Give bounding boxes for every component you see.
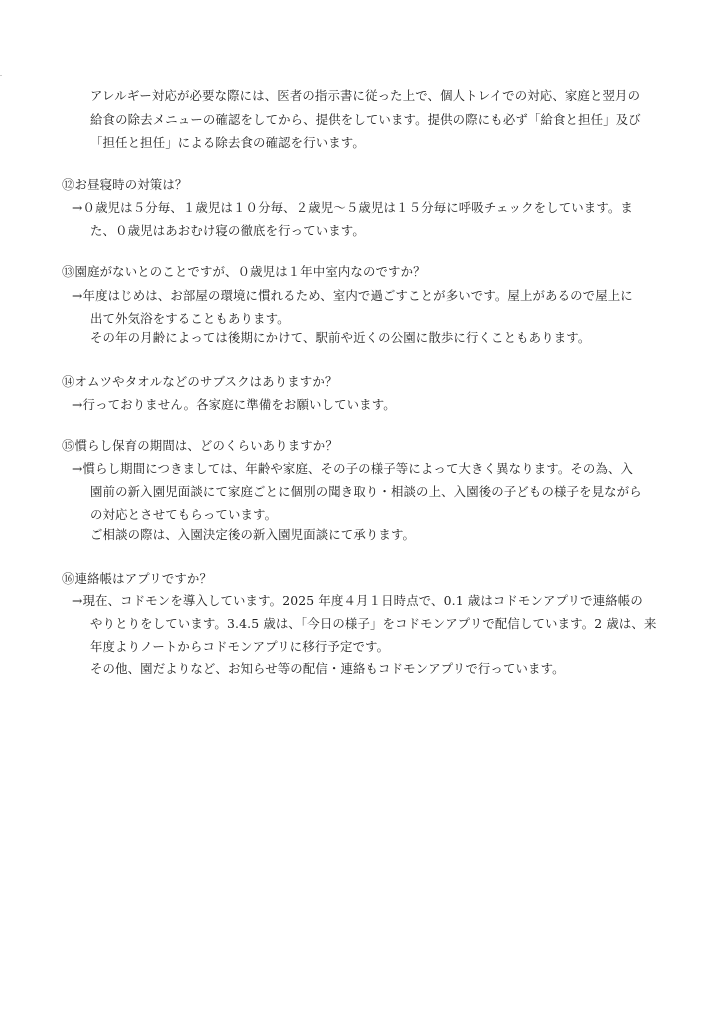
question-13: ⑬園庭がないとのことですが、０歳児は１年中室内なのですか？ [62,264,426,279]
answer-12-line-2: た、０歳児はあおむけ寝の徹底を行っています。 [90,223,365,238]
scan-edge-mark [0,75,2,76]
answer-16-line-3: 年度よりノートからコドモンアプリに移行予定です。 [90,639,390,654]
intro-line-2: 給食の除去メニューの確認をしてから、提供をしています。提供の際にも必ず「給食と担任」及び [90,112,641,127]
question-15: ⑮慣らし保育の期間は、どのくらいありますか？ [62,438,338,453]
answer-12-line-1: →０歳児は５分毎、１歳児は１０分毎、２歳児～５歳児は１５分毎に呼吸チェックをしています。ま [72,200,633,215]
answer-16-line-1: →現在、コドモンを導入しています。2025 年度４月１日時点で、0.1 歳はコドモンアプリで連絡帳の [72,593,643,608]
answer-14-line-1: →行っておりません。各家庭に準備をお願いしています。 [72,397,396,412]
question-16: ⑯連絡帳はアプリですか？ [62,571,212,586]
answer-15-line-3: の対応とさせてもらっています。 [90,507,278,522]
question-12: ⑫お昼寝時の対策は？ [62,177,188,192]
answer-15-line-2: 園前の新入園児面談にて家庭ごとに個別の聞き取り・相談の上、入園後の子どもの様子を見ながら [90,484,642,499]
answer-15-line-4: ご相談の際は、入園決定後の新入園児面談にて承ります。 [90,527,416,542]
answer-15-line-1: →慣らし期間につきましては、年齢や家庭、その子の様子等によって大きく異なります。その為、入 [72,461,634,476]
answer-16-line-2: やりとりをしています。3.4.5 歳は、「今日の様子」をコドモンアプリで配信しています。2 歳は、来 [90,616,657,631]
intro-line-1: アレルギー対応が必要な際には、医者の指示書に従った上で、個人トレイでの対応、家庭と翌月の [90,88,641,103]
answer-13-line-1: →年度はじめは、お部屋の環境に慣れるため、室内で過ごすことが多いです。屋上があるので屋上に [72,288,633,303]
question-14: ⑭オムツやタオルなどのサブスクはありますか？ [62,374,338,389]
intro-line-3: 「担任と担任」による除去食の確認を行います。 [90,135,365,150]
answer-13-line-3: その年の月齢によっては後期にかけて、駅前や近くの公園に散歩に行くこともあります。 [90,330,591,345]
answer-13-line-2: 出て外気浴をすることもあります。 [90,311,290,326]
answer-16-line-4: その他、園だよりなど、お知らせ等の配信・連絡もコドモンアプリで行っています。 [90,661,565,676]
